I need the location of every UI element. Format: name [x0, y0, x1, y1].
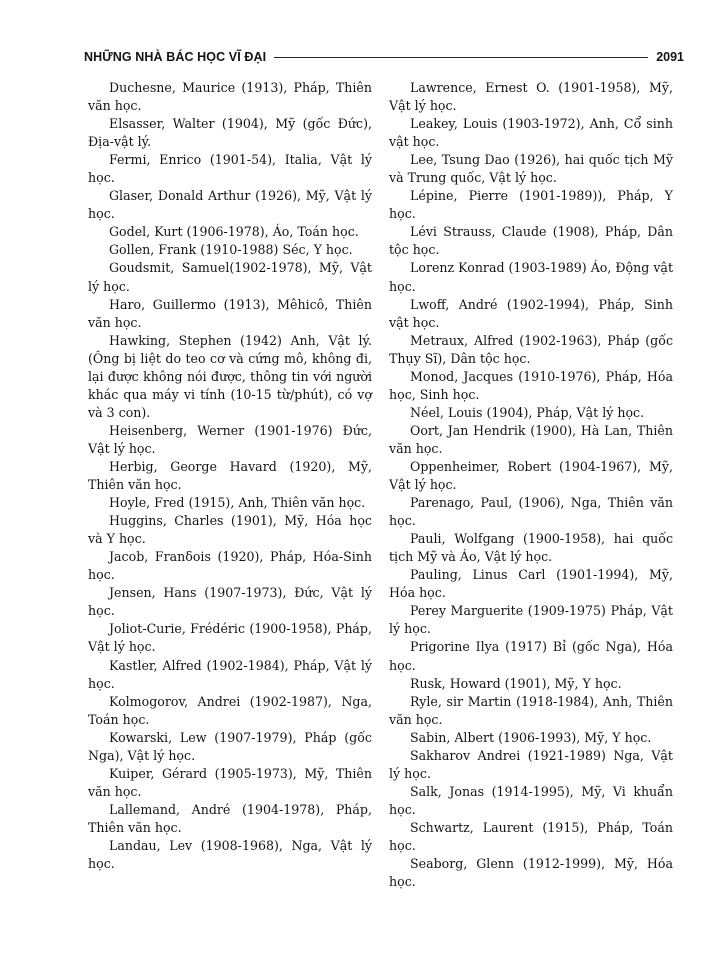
scientist-entry: Leakey, Louis (1903-1972), Anh, Cổ sinh vật học. — [389, 116, 673, 150]
right-column — [389, 79, 673, 891]
scientist-entry: Schwartz, Laurent (1915), Pháp, Toán học. — [389, 819, 673, 853]
scientist-entry: Landau, Lev (1908-1968), Nga, Vật lý học. — [88, 837, 372, 872]
scientist-entry: Metraux, Alfred (1902-1963), Pháp (gốc Thụy Sĩ), Dân tộc học. — [389, 332, 673, 366]
scientist-entry: Pauli, Wolfgang (1900-1958), hai quốc tịch Mỹ và Áo, Vật lý học. — [389, 531, 673, 565]
scientist-entry: Elsasser, Walter (1904), Mỹ (gốc Đức), Địa-vật lý. — [88, 116, 372, 150]
scientist-entry: Jensen, Hans (1907-1973), Đức, Vật lý học. — [88, 585, 372, 619]
scientist-entry: Lévi Strauss, Claude (1908), Pháp, Dân tộc học. — [389, 224, 673, 258]
left-column — [88, 79, 372, 873]
scientist-entry: Joliot-Curie, Frédéric (1900-1958), Pháp, Vật lý học. — [88, 621, 372, 655]
scientist-entry: Glaser, Donald Arthur (1926), Mỹ, Vật lý học. — [88, 188, 372, 222]
scientist-entry: Fermi, Enrico (1901-54), Italia, Vật lý học. — [88, 152, 372, 186]
scientist-entry: Lallemand, André (1904-1978), Pháp, Thiên văn học. — [88, 801, 372, 835]
scientist-entry: Sakharov Andrei (1921-1989) Nga, Vật lý học. — [389, 747, 673, 781]
scientist-entry: Lorenz Konrad (1903-1989) Áo, Động vật học. — [389, 260, 673, 294]
page-number: 2091 — [656, 50, 684, 64]
scientist-entry: Goudsmit, Samuel(1902-1978), Mỹ, Vật lý học. — [88, 260, 372, 294]
scientist-entry: Lépine, Pierre (1901-1989)), Pháp, Y học. — [389, 188, 673, 222]
scientist-entry: Lawrence, Ernest O. (1901-1958), Mỹ, Vật lý học. — [389, 80, 673, 114]
scientist-entry: Seaborg, Glenn (1912-1999), Mỹ, Hóa học. — [389, 856, 673, 890]
scientist-entry: Heisenberg, Werner (1901-1976) Đức, Vật lý học. — [88, 422, 372, 456]
scientist-entry: Haro, Guillermo (1913), Mêhicô, Thiên văn học. — [88, 296, 372, 330]
running-header — [84, 47, 684, 67]
scientist-entry: Hoyle, Fred (1915), Anh, Thiên văn học. — [109, 495, 366, 511]
scientist-entry: Ryle, sir Martin (1918-1984), Anh, Thiên văn học. — [389, 693, 673, 727]
scientist-entry: Jacob, Franδois (1920), Pháp, Hóa-Sinh học. — [88, 549, 372, 583]
scientist-entry: Godel, Kurt (1906-1978), Áo, Toán học. — [109, 224, 359, 240]
header-rule — [274, 57, 648, 58]
book-title: NHỮNG NHÀ BÁC HỌC VĨ ĐẠI — [84, 50, 267, 64]
scientist-entry: Oort, Jan Hendrik (1900), Hà Lan, Thiên văn học. — [389, 422, 673, 456]
scientist-entry: Parenago, Paul, (1906), Nga, Thiên văn học. — [389, 495, 673, 529]
scientist-entry: Lwoff, André (1902-1994), Pháp, Sinh vật học. — [389, 296, 673, 330]
scientist-entry: Perey Marguerite (1909-1975) Pháp, Vật lý học. — [389, 603, 673, 637]
scientist-entry: Oppenheimer, Robert (1904-1967), Mỹ, Vật lý học. — [389, 458, 673, 493]
scientist-entry: Hawking, Stephen (1942) Anh, Vật lý. (Ông bị liệt do teo cơ và cứng mô, không đi, lại được không nói được, thông tin với người khác qua máy vi tính (10-15 từ/phút), có vợ và 3 con). — [88, 332, 372, 420]
scientist-entry: Herbig, George Havard (1920), Mỹ, Thiên văn học. — [88, 458, 372, 493]
scientist-entry: Kolmogorov, Andrei (1902-1987), Nga, Toán học. — [88, 693, 372, 727]
scientist-entry: Sabin, Albert (1906-1993), Mỹ, Y học. — [410, 729, 652, 745]
scientist-entry: Monod, Jacques (1910-1976), Pháp, Hóa học, Sinh học. — [389, 368, 673, 402]
scientist-entry: Gollen, Frank (1910-1988) Séc, Y học. — [109, 242, 353, 258]
scientist-entry: Salk, Jonas (1914-1995), Mỹ, Vi khuẩn học. — [389, 783, 673, 817]
scientist-entry: Huggins, Charles (1901), Mỹ, Hóa học và Y học. — [88, 513, 372, 547]
scientist-entry: Kastler, Alfred (1902-1984), Pháp, Vật lý học. — [88, 657, 372, 691]
scientist-entry: Kuiper, Gérard (1905-1973), Mỹ, Thiên văn học. — [88, 765, 372, 799]
scientist-entry: Prigorine Ilya (1917) Bỉ (gốc Nga), Hóa học. — [389, 639, 673, 673]
scientist-entry: Lee, Tsung Dao (1926), hai quốc tịch Mỹ và Trung quốc, Vật lý học. — [389, 152, 673, 186]
scientist-entry: Pauling, Linus Carl (1901-1994), Mỹ, Hóa học. — [389, 567, 673, 601]
scientist-entry: Rusk, Howard (1901), Mỹ, Y học. — [410, 675, 622, 691]
scientist-entry: Duchesne, Maurice (1913), Pháp, Thiên văn học. — [88, 80, 372, 114]
scientist-entry: Kowarski, Lew (1907-1979), Pháp (gốc Nga), Vật lý học. — [88, 729, 372, 763]
scientist-entry: Néel, Louis (1904), Pháp, Vật lý học. — [410, 404, 645, 420]
